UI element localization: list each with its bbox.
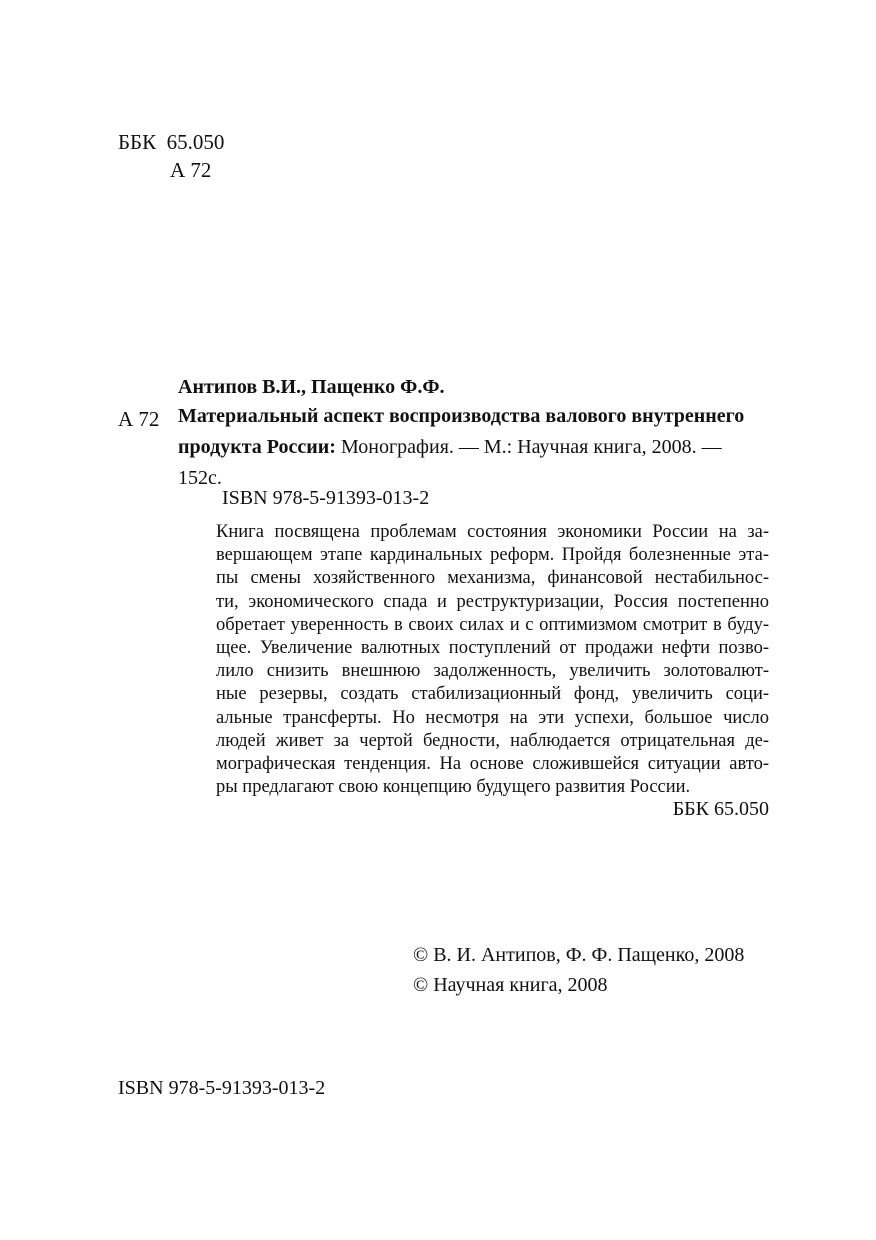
isbn-footer: ISBN 978-5-91393-013-2 [118,1077,326,1099]
author-mark-top: А 72 [170,158,212,182]
annotation-line: обретает уверенность в своих силах и с оптимизмом смотрит в буду- [216,614,769,635]
bbk-code: 65.050 [166,130,225,154]
annotation-line: Книга посвящена проблемам состояния экономики России на за- [216,522,769,542]
authors: Антипов В.И., Пащенко Ф.Ф. [178,376,445,398]
annotation-line: вершающем этапе кардинальных реформ. Пройдя болезненные эта- [216,545,769,566]
book-title [178,401,770,494]
title-bold: Материальный аспект воспроизводства валового внутреннего продукта России: [178,405,745,458]
bbk-annotation: ББК 65.050 [672,798,769,820]
annotation-text [216,521,769,799]
annotation-line: мографическая тенденция. На основе сложившейся ситуации авто- [216,754,769,775]
annotation-line: людей живет за чертой бедности, наблюдается отрицательная де- [216,730,769,751]
annotation-line: ти, экономического спада и реструктуризации, Россия постепенно [216,591,769,612]
annotation-line: ные резервы, создать стабилизационный фонд, увеличить соци- [216,684,769,705]
annotation-line: ры предлагают свою концепцию будущего развития России. [216,777,691,798]
copyright-block [413,940,744,1000]
annotation-line: альные трансферты. Но несмотря на эти успехи, большое число [216,707,769,728]
title-rest: Монография. — М.: Научная книга, 2008. — 152с. [178,436,722,489]
bbk-classification [118,128,224,184]
author-mark-side: А 72 [118,407,160,431]
annotation-line: пы смены хозяйственного механизма, финансовой нестабильнос- [216,568,769,589]
copyright-authors: © В. И. Антипов, Ф. Ф. Пащенко, 2008 [413,944,745,966]
isbn-record: ISBN 978-5-91393-013-2 [222,487,430,509]
annotation-line: щее. Увеличение валютных поступлений от продажи нефти позво- [216,638,769,659]
annotation-line: лило снизить внешнюю задолженность, увеличить золотовалют- [216,661,769,682]
copyright-publisher: © Научная книга, 2008 [413,974,608,996]
bbk-label: ББК [118,130,157,154]
